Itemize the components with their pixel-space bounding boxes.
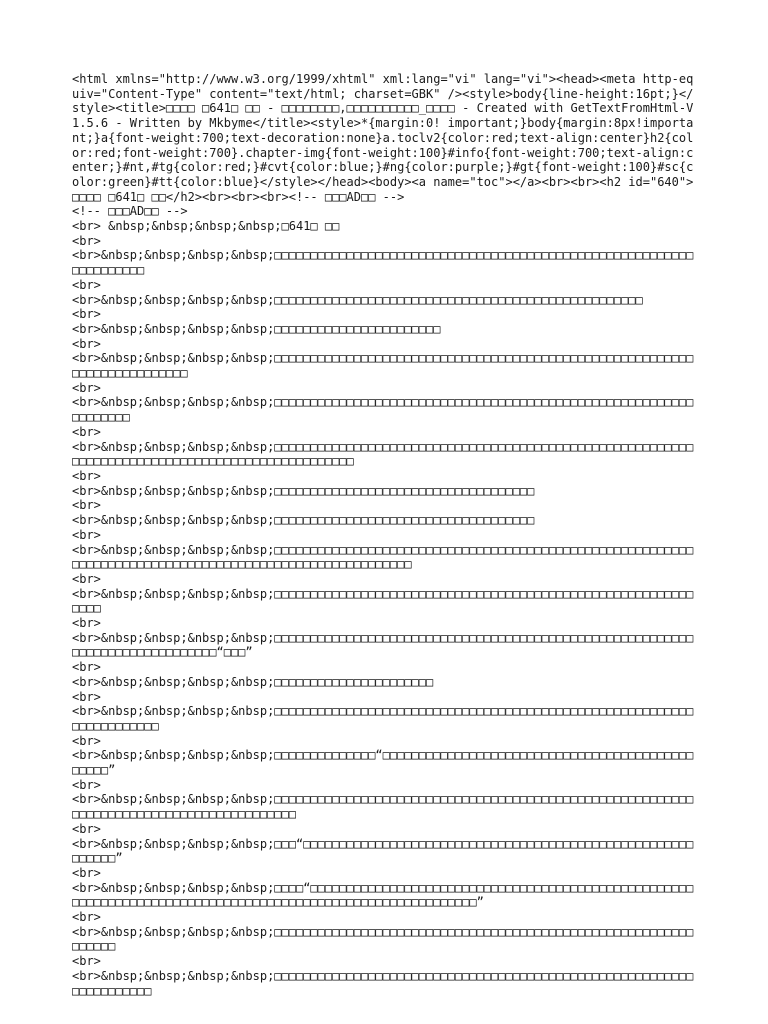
source-line: <html xmlns="http://www.w3.org/1999/xhtml" xml:lang="vi" lang="vi"><head><meta http-equiv="Content-Type" content="text/html; charset=GBK" /><style>body{line-height:16pt;}</style><title>□□□□ □641□ □□ - □□□□□□□□,□□□□□□□□□□_□□□□ - Created with GetTextFromHtml-V1.5.6 - Written by Mkbyme</title><style>*{margin:0! important;}body{margin:8px!important;}a{font-weight:700;text-decoration:none}a.toclv2{color:red;text-align:center}h2{color:red;font-weight:700}.chapter-img{font-weight:100}#info{font-weight:700;text-align:center;}#nt,#tg{color:red;}#cvt{color:blue;}#ng{color:purple;}#gt{font-weight:100}#sc{color:green}#tt{color:blue}</style></head><body><a name="toc"></a><br><br><h2 id="640">□□□□ □641□ □□</h2><br><br><br><!-- □□□AD□□ --> (72, 72, 694, 204)
source-line: <br>&nbsp;&nbsp;&nbsp;&nbsp;□□□□□□□□□□□□□□□□□□□□□□□□□□□□□□□□□□□□ (72, 483, 535, 498)
source-line: <br>&nbsp;&nbsp;&nbsp;&nbsp;□□□□□□□□□□□□□□□□□□□□□□□□□□□□□□□□□□□□□□□□□□□□□□□□□□□□□□□□□□□□□□□□□□□□□□□□□□□□□□□□□□□□□□□□□□□□□□□□□□□□□□□□□ (72, 542, 694, 572)
source-line: <br>&nbsp;&nbsp;&nbsp;&nbsp;□□□□□□□□□□□□□□□□□□□□□□□□□□□□□□□□□□□□□□□□□□□□□□□□□□□□□□□□□□□□□□□□□□□□ (72, 248, 694, 278)
source-line: <br>&nbsp;&nbsp;&nbsp;&nbsp;□□□□□□□□□□□□□□“□□□□□□□□□□□□□□□□□□□□□□□□□□□□□□□□□□□□□□□□□□□□□□□□” (72, 748, 694, 778)
source-line: <br> (72, 336, 101, 351)
source-line: <br> (72, 865, 101, 880)
source-line: <br>&nbsp;&nbsp;&nbsp;&nbsp;□□□□□□□□□□□□□□□□□□□□□□□□□□□□□□□□□□□□□□□□□□□□□□□□□□□□□□□□□□□□□□□□□□□□□□□□□□ (72, 351, 694, 381)
source-line: <br> (72, 307, 101, 322)
source-line: <br>&nbsp;&nbsp;&nbsp;&nbsp;□□□“□□□□□□□□□□□□□□□□□□□□□□□□□□□□□□□□□□□□□□□□□□□□□□□□□□□□□□□□□□□□” (72, 836, 694, 866)
source-line: <br> &nbsp;&nbsp;&nbsp;&nbsp;□641□ □□ (72, 219, 340, 234)
source-line: <br>&nbsp;&nbsp;&nbsp;&nbsp;□□□□□□□□□□□□□□□□□□□□□□□□□□□□□□□□□□□□ (72, 513, 535, 528)
source-line: <!-- □□□AD□□ --> (72, 204, 188, 219)
source-line: <br>&nbsp;&nbsp;&nbsp;&nbsp;□□□□□□□□□□□□□□□□□□□□□□□□□□□□□□□□□□□□□□□□□□□□□□□□□□□□□□□□□□□□□□ (72, 586, 694, 616)
source-line: <br>&nbsp;&nbsp;&nbsp;&nbsp;□□□□□□□□□□□□□□□□□□□□□□□□□□□□□□□□□□□□□□□□□□□□□□□□□□□□□□□□□□□□□□□□□□□□□□ (72, 704, 694, 733)
source-line: <br> (72, 616, 101, 631)
source-line: <br> (72, 277, 101, 292)
source-line: <br> (72, 821, 101, 836)
source-line: <br> (72, 660, 101, 675)
source-line: <br> (72, 733, 101, 748)
source-line: <br> (72, 527, 101, 542)
source-line: <br>&nbsp;&nbsp;&nbsp;&nbsp;□□□□□□□□□□□□□□□□□□□□□□□□□□□□□□□□□□□□□□□□□□□□□□□□□□□□□□□□□□□□□□□□□□□□□□□□□□□□□□“□□□” (72, 630, 694, 660)
source-line: <br> (72, 380, 101, 395)
source-line: <br> (72, 233, 101, 248)
source-line: <br>&nbsp;&nbsp;&nbsp;&nbsp;□□□□□□□□□□□□□□□□□□□□□□□□□□□□□□□□□□□□□□□□□□□□□□□□□□□□□□□□□□□□□□□□□□□□□□□□□□□□□□□□□□□□□□□□□ (72, 792, 694, 822)
source-line: <br> (72, 910, 101, 925)
source-line: <br> (72, 424, 101, 439)
source-line: <br>&nbsp;&nbsp;&nbsp;&nbsp;□□□□□□□□□□□□□□□□□□□□□□□ (72, 321, 441, 336)
source-line: <br>&nbsp;&nbsp;&nbsp;&nbsp;□□□□□□□□□□□□□□□□□□□□□□ (72, 674, 434, 689)
source-line: <br>&nbsp;&nbsp;&nbsp;&nbsp;□□□□“□□□□□□□□□□□□□□□□□□□□□□□□□□□□□□□□□□□□□□□□□□□□□□□□□□□□□□□□□□□□□□□□□□□□□□□□□□□□□□□□□□□□□□□□□□□□□□□□□□□□□□□□□□□□□” (72, 880, 694, 910)
source-line: <br> (72, 498, 101, 513)
source-line: <br>&nbsp;&nbsp;&nbsp;&nbsp;□□□□□□□□□□□□□□□□□□□□□□□□□□□□□□□□□□□□□□□□□□□□□□□□□□□□□□□□□□□□□□□□ (72, 924, 694, 954)
source-line: <br>&nbsp;&nbsp;&nbsp;&nbsp;□□□□□□□□□□□□□□□□□□□□□□□□□□□□□□□□□□□□□□□□□□□□□□□□□□□ (72, 292, 643, 307)
source-line: <br> (72, 571, 101, 586)
source-line: <br> (72, 689, 101, 704)
source-line: <br> (72, 468, 101, 483)
source-line: <br> (72, 777, 101, 792)
source-line: <br>&nbsp;&nbsp;&nbsp;&nbsp;□□□□□□□□□□□□□□□□□□□□□□□□□□□□□□□□□□□□□□□□□□□□□□□□□□□□□□□□□□□□□□□□□□ (72, 395, 694, 425)
html-source-text (72, 72, 700, 998)
source-line: <br>&nbsp;&nbsp;&nbsp;&nbsp;□□□□□□□□□□□□□□□□□□□□□□□□□□□□□□□□□□□□□□□□□□□□□□□□□□□□□□□□□□□□□□□□□□□□□□□□□□□□□□□□□□□□□□□□□□□□□□□□□ (72, 439, 694, 469)
source-line: <br>&nbsp;&nbsp;&nbsp;&nbsp;□□□□□□□□□□□□□□□□□□□□□□□□□□□□□□□□□□□□□□□□□□□□□□□□□□□□□□□□□□□□□□□□□□□□□ (72, 968, 694, 998)
source-line: <br> (72, 954, 101, 969)
